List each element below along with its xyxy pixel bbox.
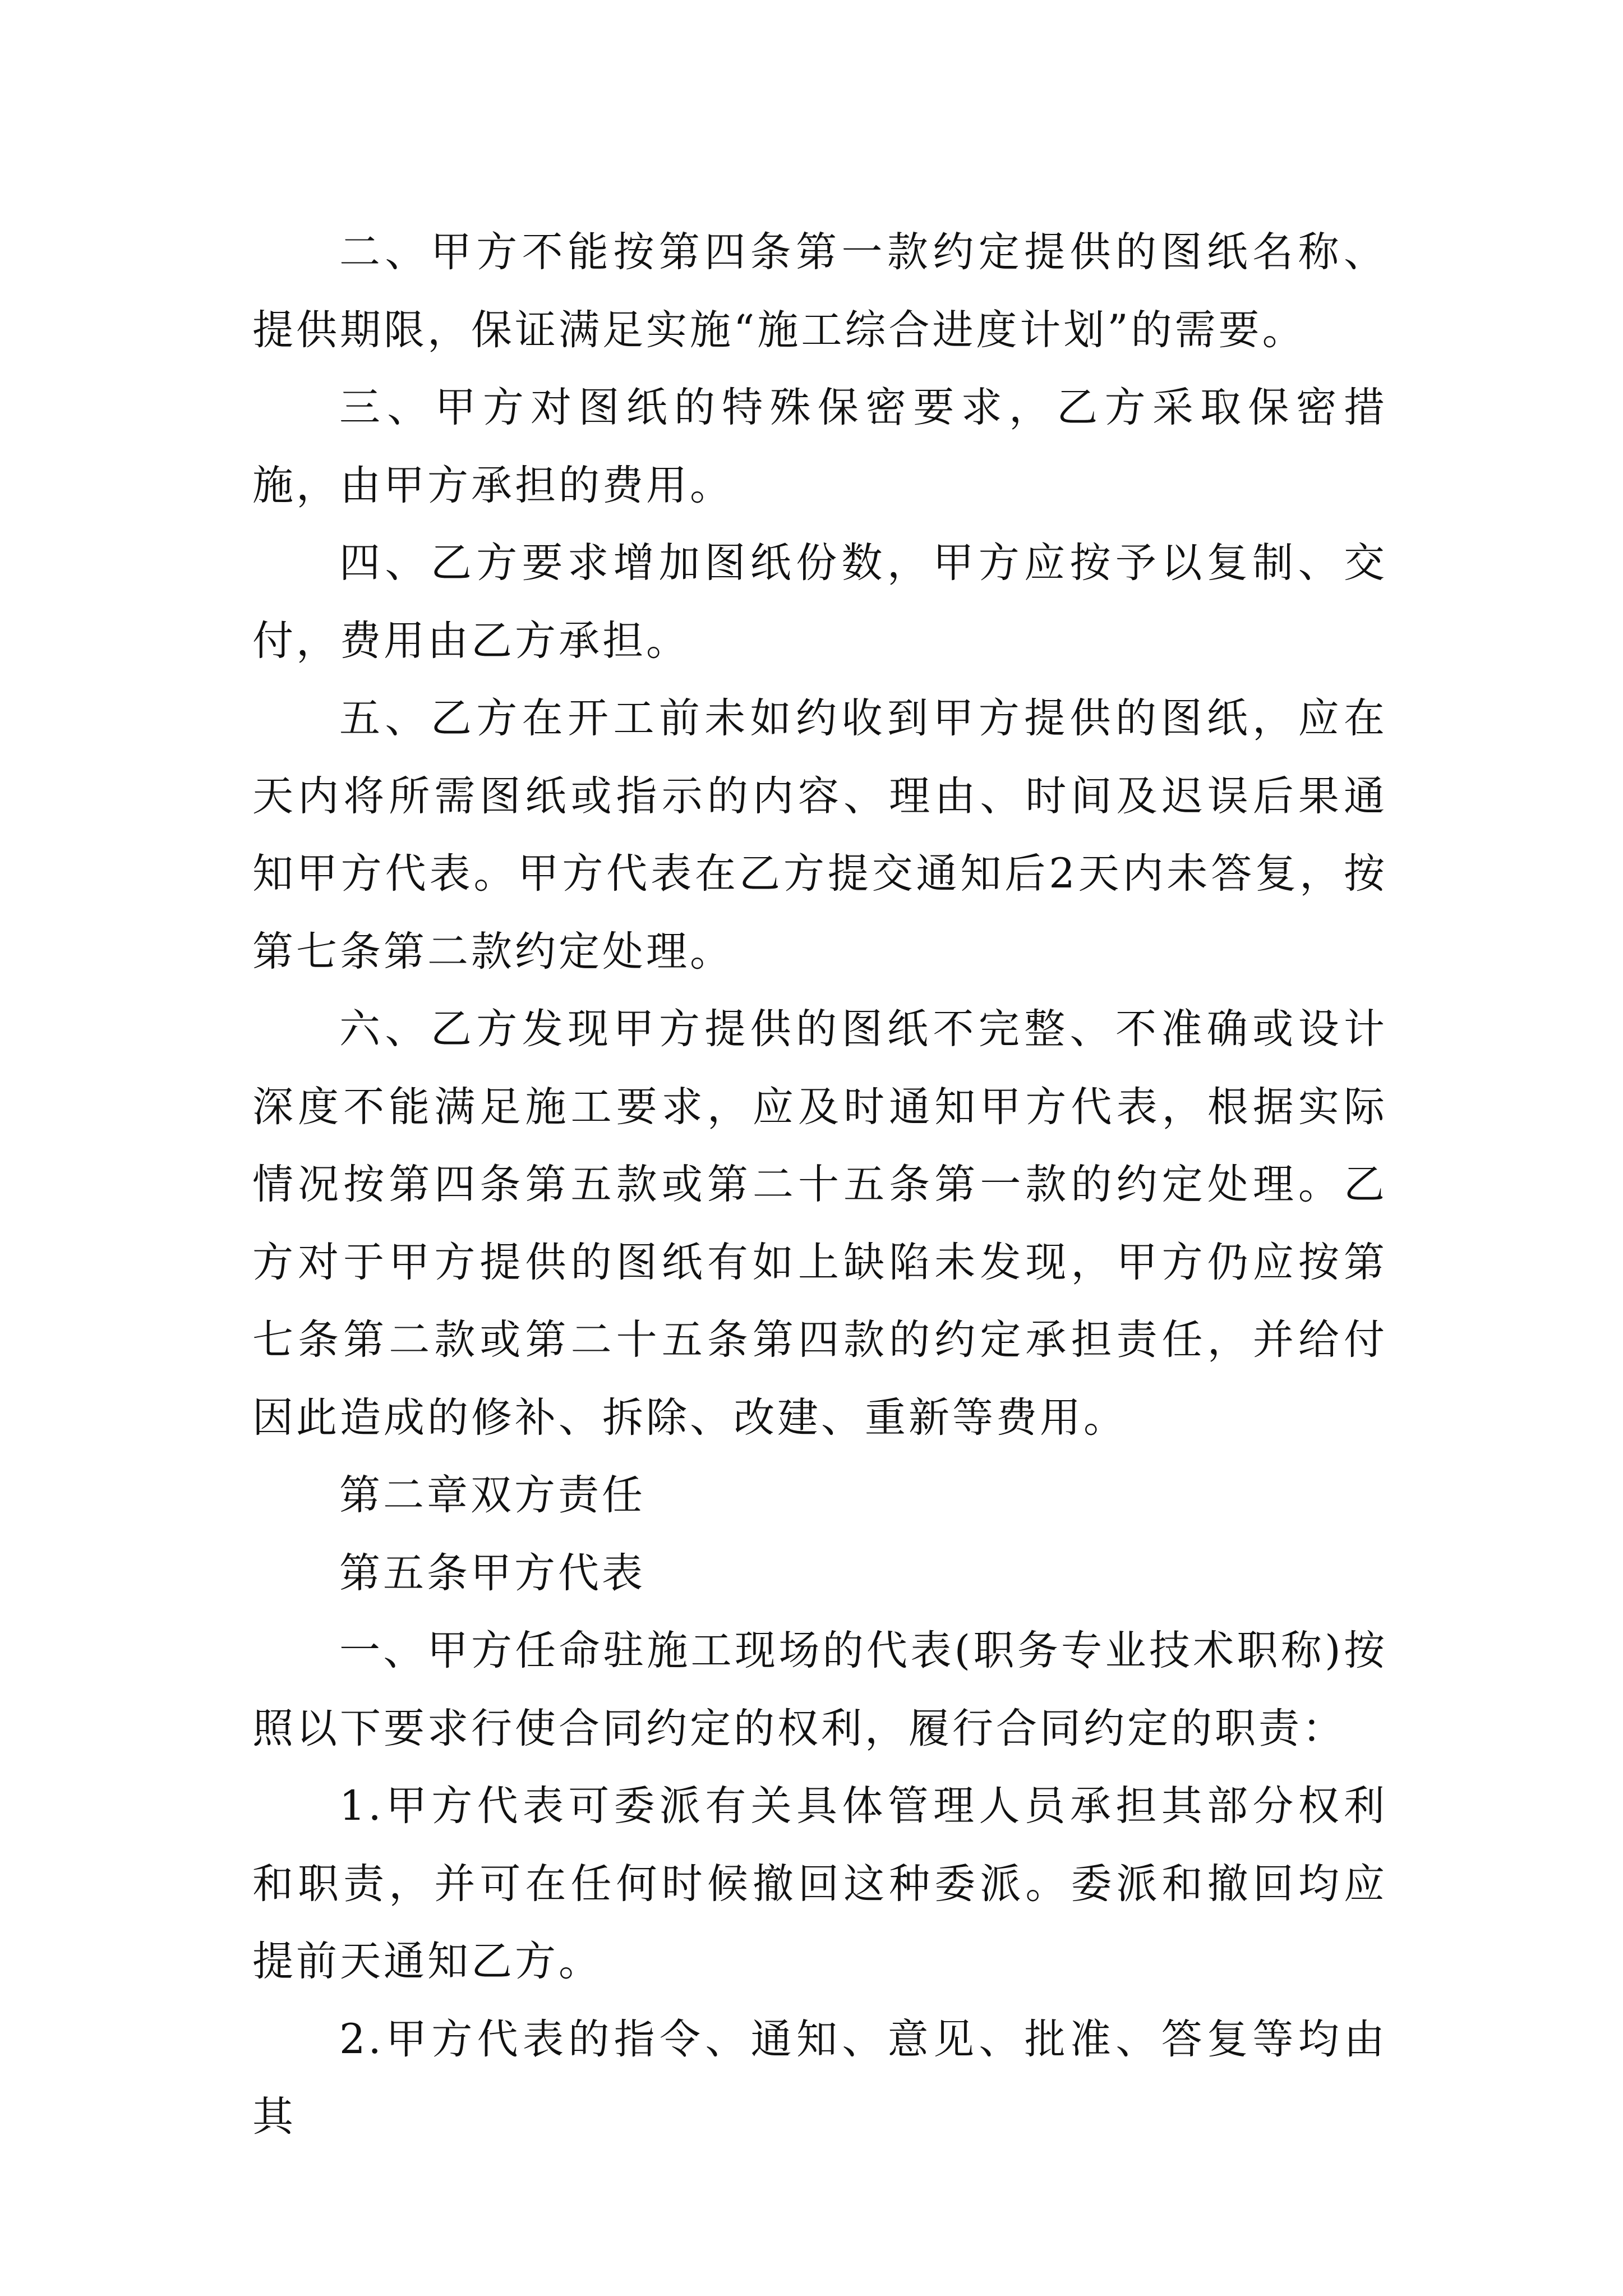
list-item-2: 2.甲方代表的指令、通知、意见、批准、答复等均由其 <box>252 2015 1387 2141</box>
paragraph-clause-3: 三、甲方对图纸的特殊保密要求，乙方采取保密措施，由甲方承担的费用。 <box>252 384 1387 509</box>
list-item-1: 1.甲方代表可委派有关具体管理人员承担其部分权利和职责，并可在任何时候撤回这种委派。委派和撤回均应提前天通知乙方。 <box>252 1782 1387 1985</box>
article-heading: 第五条甲方代表 <box>339 1549 645 1597</box>
paragraph-clause-2: 二、甲方不能按第四条第一款约定提供的图纸名称、提供期限，保证满足实施“施工综合进度计划”的需要。 <box>252 228 1387 354</box>
chapter-heading: 第二章双方责任 <box>339 1471 645 1519</box>
document-body <box>252 214 1387 2156</box>
paragraph-representative-1: 一、甲方任命驻施工现场的代表(职务专业技术职称)按照以下要求行使合同约定的权利，履行合同约定的职责： <box>252 1627 1387 1752</box>
paragraph-clause-6: 六、乙方发现甲方提供的图纸不完整、不准确或设计深度不能满足施工要求，应及时通知甲方代表，根据实际情况按第四条第五款或第二十五条第一款的约定处理。乙方对于甲方提供的图纸有如上缺陷未发现，甲方仍应按第七条第二款或第二十五条第四款的约定承担责任，并给付因此造成的修补、拆除、改建、重新等费用。 <box>252 1005 1387 1442</box>
paragraph-clause-4: 四、乙方要求增加图纸份数，甲方应按予以复制、交付，费用由乙方承担。 <box>252 539 1387 665</box>
paragraph-clause-5: 五、乙方在开工前未如约收到甲方提供的图纸，应在天内将所需图纸或指示的内容、理由、时间及迟误后果通知甲方代表。甲方代表在乙方提交通知后2天内未答复，按第七条第二款约定处理。 <box>252 694 1387 976</box>
